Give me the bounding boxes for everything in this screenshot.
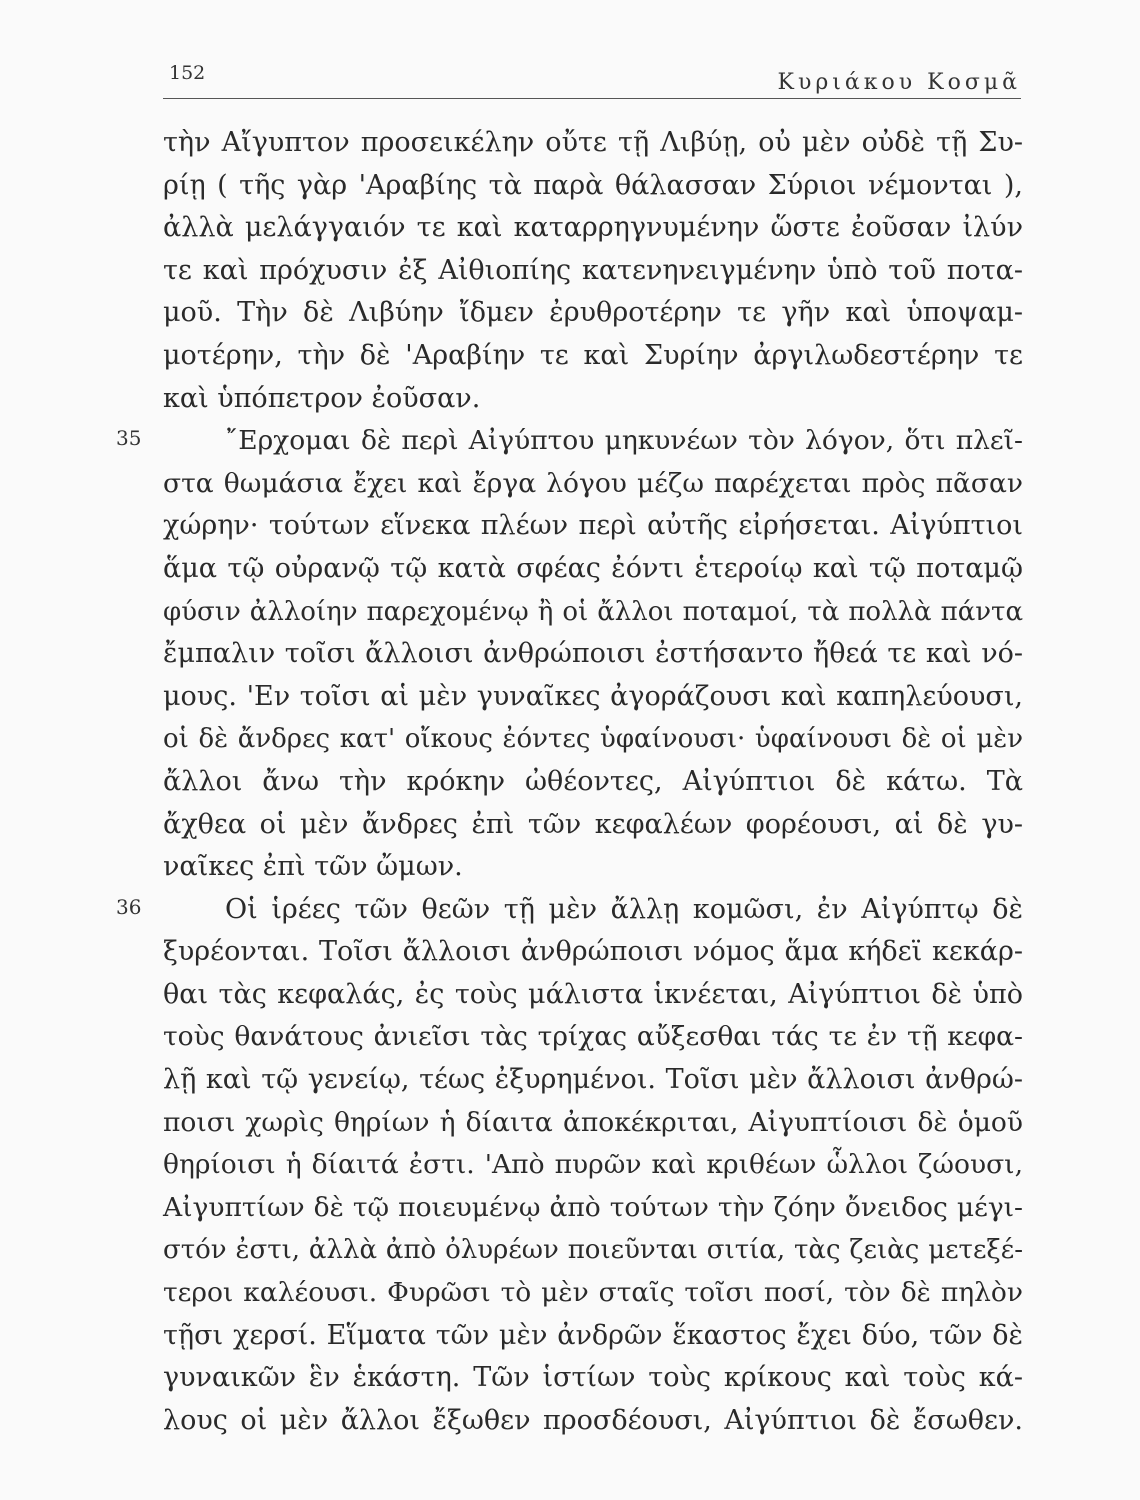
line-text: ποισι χωρὶς θηρίων ἡ δίαιτα ἀποκέκριται, Αἰγυπτίοισι δὲ ὁμοῦ: [163, 1106, 1023, 1138]
line-text: γυναικῶν ἓν ἑκάστη. Τῶν ἱστίων τοὺς κρίκους καὶ τοὺς κά-: [163, 1362, 1023, 1394]
text-line: [163, 1059, 1023, 1102]
text-line: [163, 463, 1023, 506]
line-text: ἄλλοι ἄνω τὴν κρόκην ὠθέοντες, Αἰγύπτιοι δὲ κάτω. Τὰ: [163, 765, 1023, 797]
text-line: [163, 1144, 1023, 1187]
text-line: [163, 1400, 1023, 1443]
line-text: μους. 'Εν τοῖσι αἱ μὲν γυναῖκες ἀγοράζουσι καὶ καπηλεύουσι,: [163, 680, 1023, 712]
line-text: στα θωμάσια ἔχει καὶ ἔργα λόγου μέζω παρέχεται πρὸς πᾶσαν: [163, 467, 1023, 499]
text-line: [163, 335, 1023, 378]
line-text: θαι τὰς κεφαλάς, ἐς τοὺς μάλιστα ἱκνέεται, Αἰγύπτιοι δὲ ὑπὸ: [163, 978, 1023, 1010]
line-text: τε καὶ πρόχυσιν ἐξ Αἰθιοπίης κατενηνειγμένην ὑπὸ τοῦ ποτα-: [163, 254, 1023, 286]
line-text: μοτέρην, τὴν δὲ 'Αραβίην τε καὶ Συρίην ἀργιλωδεστέρην τε: [163, 339, 1023, 371]
text-line: [163, 1016, 1023, 1059]
text-line: [163, 505, 1023, 548]
text-line: [163, 761, 1023, 804]
text-line: [163, 1315, 1023, 1358]
line-text: οἱ δὲ ἄνδρες κατ' οἴκους ἐόντες ὑφαίνουσι· ὑφαίνουσι δὲ οἱ μὲν: [163, 724, 1023, 755]
line-text: λῇ καὶ τῷ γενείῳ, τέως ἐξυρημένοι. Τοῖσι μὲν ἄλλοισι ἀνθρώ-: [163, 1064, 1023, 1096]
text-line: [163, 1272, 1023, 1315]
text-line: [163, 846, 1023, 889]
text-line: [163, 676, 1023, 719]
line-text: χώρην· τούτων εἵνεκα πλέων περὶ αὐτῆς εἰρήσεται. Αἰγύπτιοι: [163, 510, 1023, 542]
line-text: ἄχθεα οἱ μὲν ἄνδρες ἐπὶ τῶν κεφαλέων φορέουσι, αἱ δὲ γυ-: [163, 808, 1023, 840]
line-text: Οἱ ἱρέες τῶν θεῶν τῇ μὲν ἄλλῃ κομῶσι, ἐν Αἰγύπτῳ δὲ: [225, 893, 1023, 925]
text-line: [163, 548, 1023, 591]
text-line: [116, 889, 1023, 932]
line-text: λους οἱ μὲν ἄλλοι ἔξωθεν προσδέουσι, Αἰγύπτιοι δὲ ἔσωθεν.: [163, 1404, 1023, 1436]
line-text: τοὺς θανάτους ἀνιεῖσι τὰς τρίχας αὔξεσθαι τάς τε ἐν τῇ κεφα-: [163, 1021, 1023, 1053]
running-title: Κυριάκου Κοσμᾶ: [777, 70, 1021, 95]
text-line: [163, 633, 1023, 676]
text-line: [163, 165, 1023, 208]
line-text: φύσιν ἀλλοίην παρεχομένῳ ἢ οἱ ἄλλοι ποταμοί, τὰ πολλὰ πάντα: [163, 596, 1023, 627]
text-line: [163, 1357, 1023, 1400]
line-text: Αἰγυπτίων δὲ τῷ ποιευμένῳ ἀπὸ τούτων τὴν ζόην ὄνειδος μέγι-: [163, 1191, 1023, 1223]
text-line: [163, 207, 1023, 250]
line-text: ἀλλὰ μελάγγαιόν τε καὶ καταρρηγνυμένην ὥστε ἐοῦσαν ἰλύν: [163, 212, 1023, 244]
text-line: [116, 420, 1023, 463]
text-line: [163, 122, 1023, 165]
text-line: [163, 718, 1023, 761]
text-line: [163, 250, 1023, 293]
text-line: [163, 1102, 1023, 1145]
chapter-number: 36: [116, 894, 142, 919]
line-text: καὶ ὑπόπετρον ἐοῦσαν.: [163, 382, 481, 414]
line-text: ῎Ερχομαι δὲ περὶ Αἰγύπτου μηκυνέων τὸν λόγον, ὅτι πλεῖ-: [225, 425, 1023, 457]
text-line: [163, 292, 1023, 335]
line-text: ρίῃ ( τῆς γὰρ 'Αραβίης τὰ παρὰ θάλασσαν Σύριοι νέμονται ),: [163, 169, 1023, 201]
text-line: [163, 974, 1023, 1017]
line-text: θηρίοισι ἡ δίαιτά ἐστι. 'Απὸ πυρῶν καὶ κριθέων ὧλλοι ζώουσι,: [163, 1149, 1023, 1181]
text-line: [163, 591, 1023, 634]
line-text: τῇσι χερσί. Εἵματα τῶν μὲν ἀνδρῶν ἕκαστος ἔχει δύο, τῶν δὲ: [163, 1319, 1023, 1351]
text-line: [163, 931, 1023, 974]
line-text: τεροι καλέουσι. Φυρῶσι τὸ μὲν σταῖς τοῖσι ποσί, τὸν δὲ πηλὸν: [163, 1277, 1023, 1309]
line-text: ναῖκες ἐπὶ τῶν ὤμων.: [163, 851, 463, 883]
text-line: [163, 1229, 1023, 1272]
running-head: [163, 58, 1021, 99]
line-text: ἅμα τῷ οὐρανῷ τῷ κατὰ σφέας ἐόντι ἑτεροίῳ καὶ τῷ ποταμῷ: [163, 552, 1023, 584]
line-text: ἔμπαλιν τοῖσι ἄλλοισι ἀνθρώποισι ἐστήσαντο ἤθεά τε καὶ νό-: [163, 638, 1023, 670]
text-line: [163, 1187, 1023, 1230]
page-number: 152: [169, 62, 206, 84]
chapter-number: 35: [116, 426, 142, 451]
text-line: [163, 804, 1023, 847]
line-text: τὴν Αἴγυπτον προσεικέλην οὔτε τῇ Λιβύῃ, οὐ μὲν οὐδὲ τῇ Συ-: [163, 127, 1023, 158]
line-text: ξυρέονται. Τοῖσι ἄλλοισι ἀνθρώποισι νόμος ἅμα κήδεϊ κεκάρ-: [163, 936, 1023, 968]
body-text: [116, 122, 1023, 1442]
line-text: μοῦ. Τὴν δὲ Λιβύην ἴδμεν ἐρυθροτέρην τε γῆν καὶ ὑποψαμ-: [163, 297, 1023, 329]
text-line: [163, 378, 1023, 421]
line-text: στόν ἐστι, ἀλλὰ ἀπὸ ὀλυρέων ποιεῦνται σιτία, τὰς ζειὰς μετεξέ-: [163, 1235, 1023, 1266]
